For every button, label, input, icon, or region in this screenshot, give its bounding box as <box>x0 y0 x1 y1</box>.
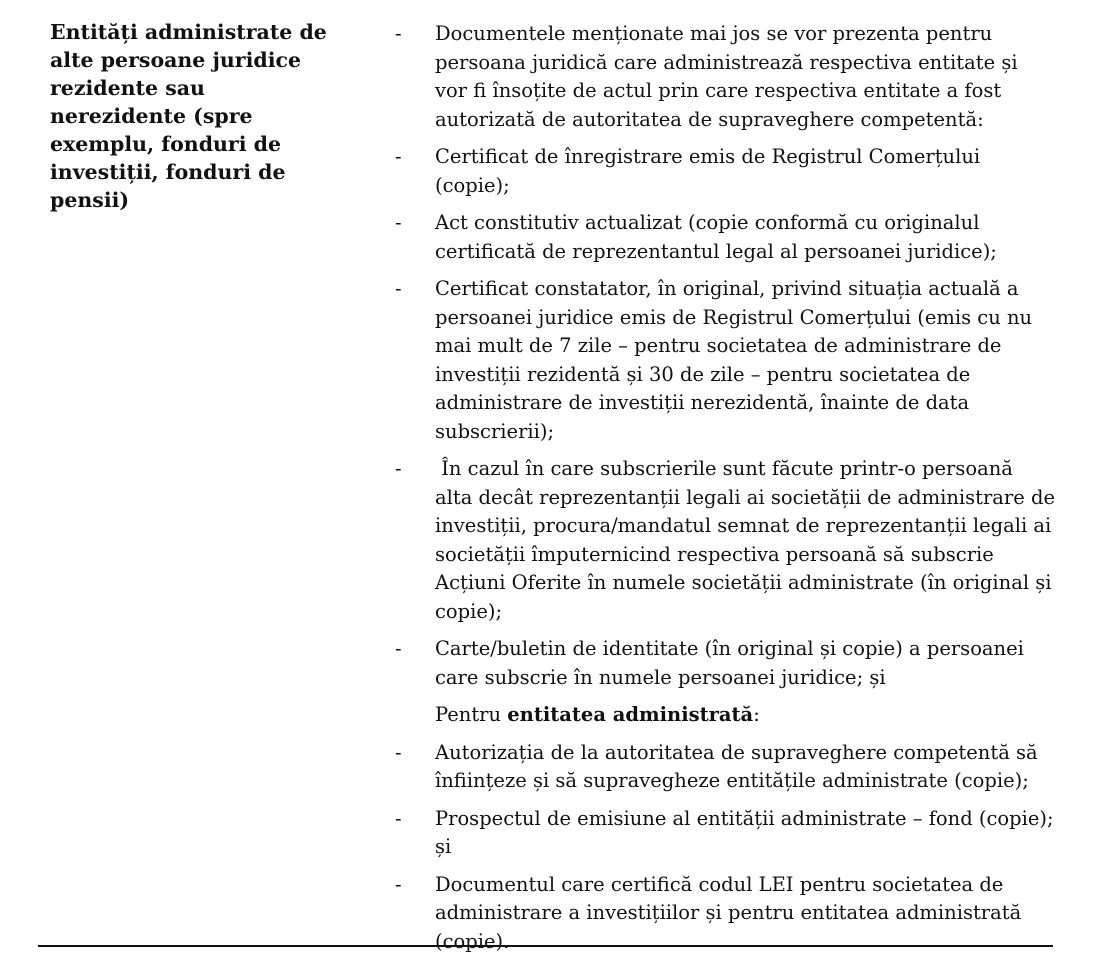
list-dash: - <box>395 211 402 234</box>
list-dash: - <box>395 457 402 480</box>
list-item-text: Prospectul de emisiune al entității administrate – fond (copie); și <box>435 806 1054 858</box>
list-item <box>395 209 1055 266</box>
managed-entity-subheading <box>395 701 1055 730</box>
list-item-text: Certificat constatator, în original, privind situația actuală a persoanei juridice emis de Registrul Comerțului (emis cu nu mai mult de 7 zile – pentru societatea de administrare de investiții rezidentă și 30 de zile – pentru societatea de administrare de investiții nerezidentă, înainte de data subscrierii); <box>435 277 1033 443</box>
list-dash: - <box>395 22 402 45</box>
bottom-divider <box>38 945 1053 947</box>
list-item-text: Documentele menționate mai jos se vor prezenta pentru persoana juridică care administrează respectiva entitate și vor fi însoțite de actul prin care respectiva entitate a fost autorizată de autoritatea de supraveghere competentă: <box>435 22 1018 131</box>
list-item-text: În cazul în care subscrierile sunt făcute printr-o persoană alta decât reprezentanții legali ai societății de administrare de investiții, procura/mandatul semnat de reprezentanții legali ai societății împuternicind respectiva persoană să subscrie Acțiuni Oferite în numele societății administrate (în original și copie); <box>435 457 1062 623</box>
list-dash: - <box>395 145 402 168</box>
list-item <box>395 20 1055 134</box>
list-item-text: Act constitutiv actualizat (copie conformă cu originalul certificată de reprezentantul legal al persoanei juridice); <box>435 211 997 263</box>
list-dash: - <box>395 872 402 896</box>
list-item <box>395 455 1062 626</box>
list-item-text: Carte/buletin de identitate (în original și copie) a persoanei care subscrie în numele persoanei juridice; și <box>435 637 1024 689</box>
list-item-text: Documentul care certifică codul LEI pentru societatea de administrare a investițiilor și pentru entitatea administrată (copie). <box>435 872 1022 953</box>
list-item <box>395 805 1055 862</box>
list-dash: - <box>395 806 402 830</box>
list-dash: - <box>395 637 402 660</box>
list-item-text: Autorizația de la autoritatea de supraveghere competentă să înființeze și să supravegheze entitățile administrate (copie); <box>435 740 1038 792</box>
list-item <box>395 871 1055 957</box>
list-dash: - <box>395 740 402 764</box>
list-item <box>395 739 1055 796</box>
list-item-text: Certificat de înregistrare emis de Registrul Comerțului (copie); <box>435 145 981 197</box>
subheading-prefix: Pentru <box>435 703 508 726</box>
subheading-bold-term: entitatea administrată <box>507 703 754 726</box>
requirements-list <box>395 20 1062 965</box>
list-item <box>395 635 1055 692</box>
list-item <box>395 275 1055 446</box>
subheading-suffix: : <box>753 703 760 726</box>
entity-type-heading: Entități administrate de alte persoane juridice rezidente sau nerezidente (spre exemplu, fonduri de investiții, fonduri de pensii) <box>50 20 327 212</box>
list-item <box>395 143 1055 200</box>
list-dash: - <box>395 277 402 300</box>
